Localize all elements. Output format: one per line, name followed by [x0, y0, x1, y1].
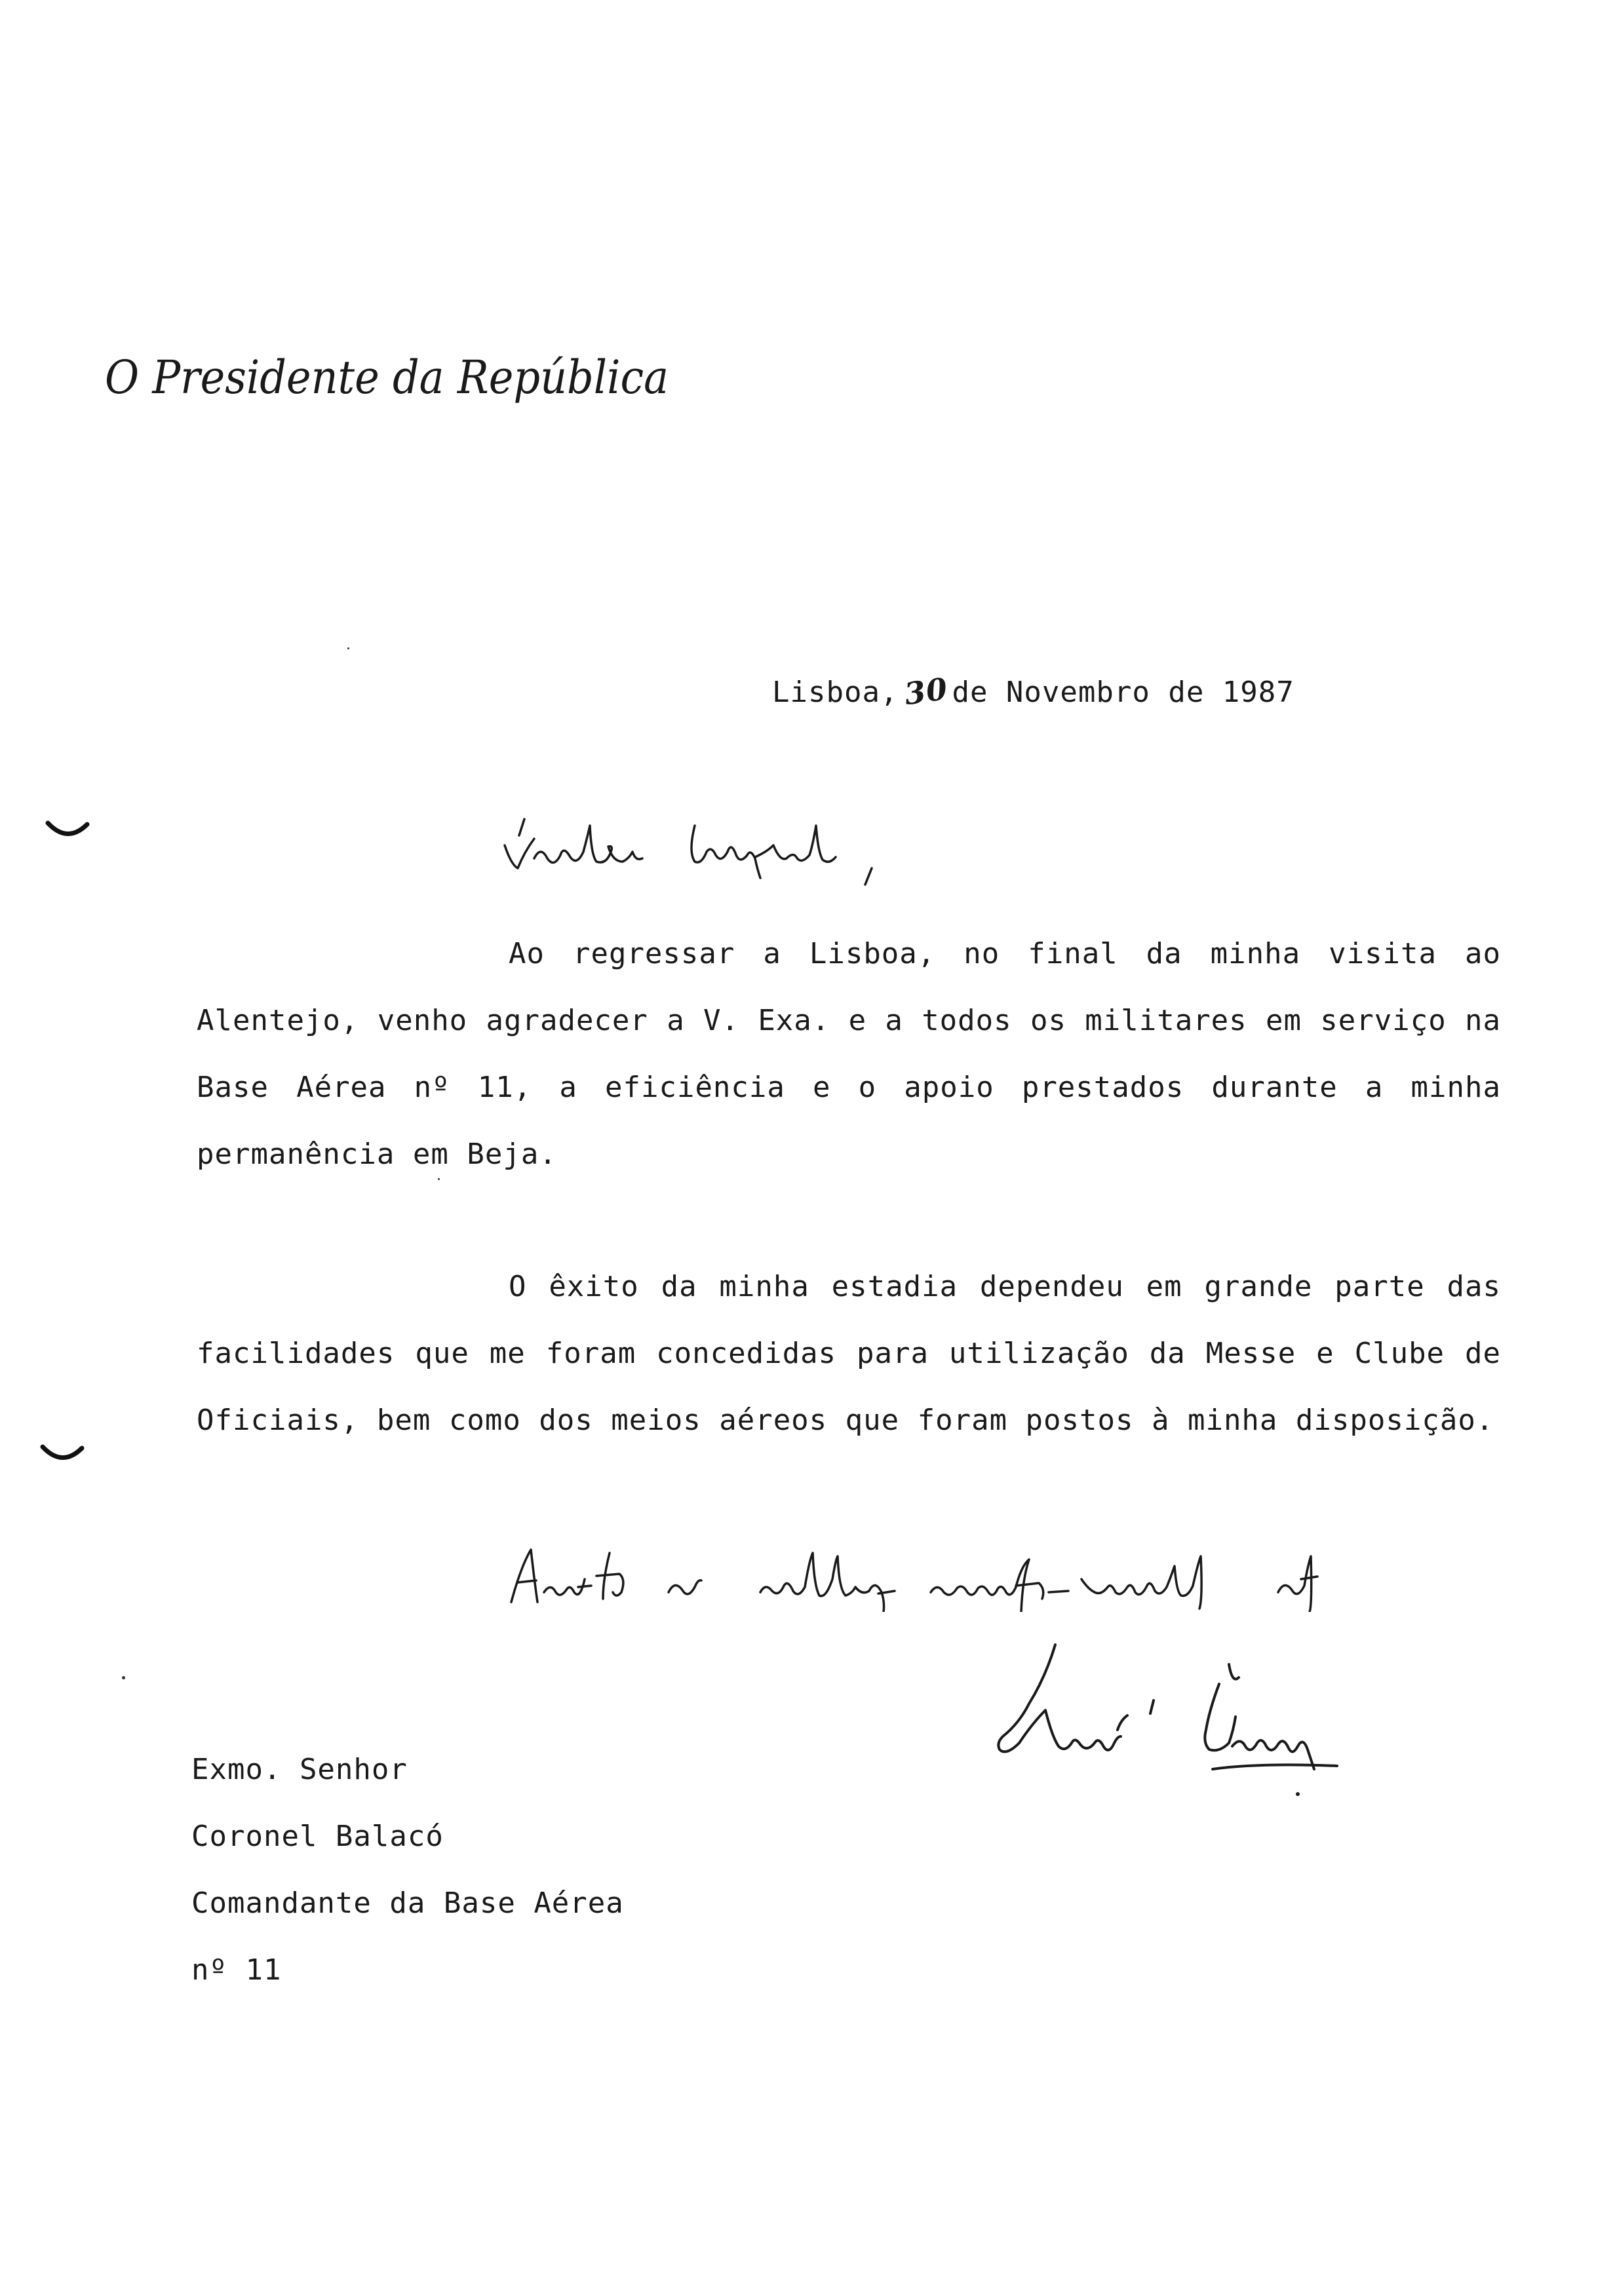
letterhead-text: O Presidente da República: [105, 351, 669, 404]
body-paragraph-2: [197, 1253, 1501, 1454]
closing-handwritten: [505, 1540, 1488, 1612]
date-place: Lisboa,: [772, 676, 899, 709]
punch-hole-mark-top: [45, 818, 90, 844]
speck: [438, 1178, 440, 1180]
paragraph-1-text: Ao regressar a Lisboa, no final da minha visita ao Alentejo, venho agradecer a V. Exa. e a todos os militares em serviço na Base Aérea nº 11, a eficiência e o apoio prestados durante a minha permanência em Beja.: [197, 937, 1501, 1171]
paragraph-2-text: O êxito da minha estadia dependeu em grande parte das facilidades que me foram concedidas para utilização da Messe e Clube de Oficiais, bem como dos meios aéreos que foram postos à minha disposição.: [197, 1270, 1501, 1437]
punch-hole-mark-bottom: [39, 1442, 85, 1468]
addressee-line-3: Comandante da Base Aérea: [191, 1886, 624, 1920]
date-rest: de Novembro de 1987: [952, 676, 1294, 709]
addressee-block: [191, 1736, 624, 2004]
date-day-handwritten: 30: [903, 670, 950, 712]
letterhead-script: [105, 341, 695, 413]
addressee-line-2: Coronel Balacó: [191, 1820, 444, 1853]
closing-scribble: [505, 1540, 1488, 1612]
addressee-line-1: Exmo. Senhor: [191, 1753, 408, 1786]
letterhead: [105, 341, 695, 413]
signature: [983, 1638, 1350, 1835]
salutation-scribble: [498, 806, 905, 891]
date-line: [772, 670, 1294, 712]
addressee-line-4: nº 11: [191, 1953, 282, 1987]
speck: [347, 647, 349, 649]
signature-scribble: [983, 1638, 1350, 1835]
body-paragraph-1: [197, 921, 1501, 1188]
speck: [122, 1676, 125, 1679]
salutation-handwritten: [498, 806, 905, 891]
